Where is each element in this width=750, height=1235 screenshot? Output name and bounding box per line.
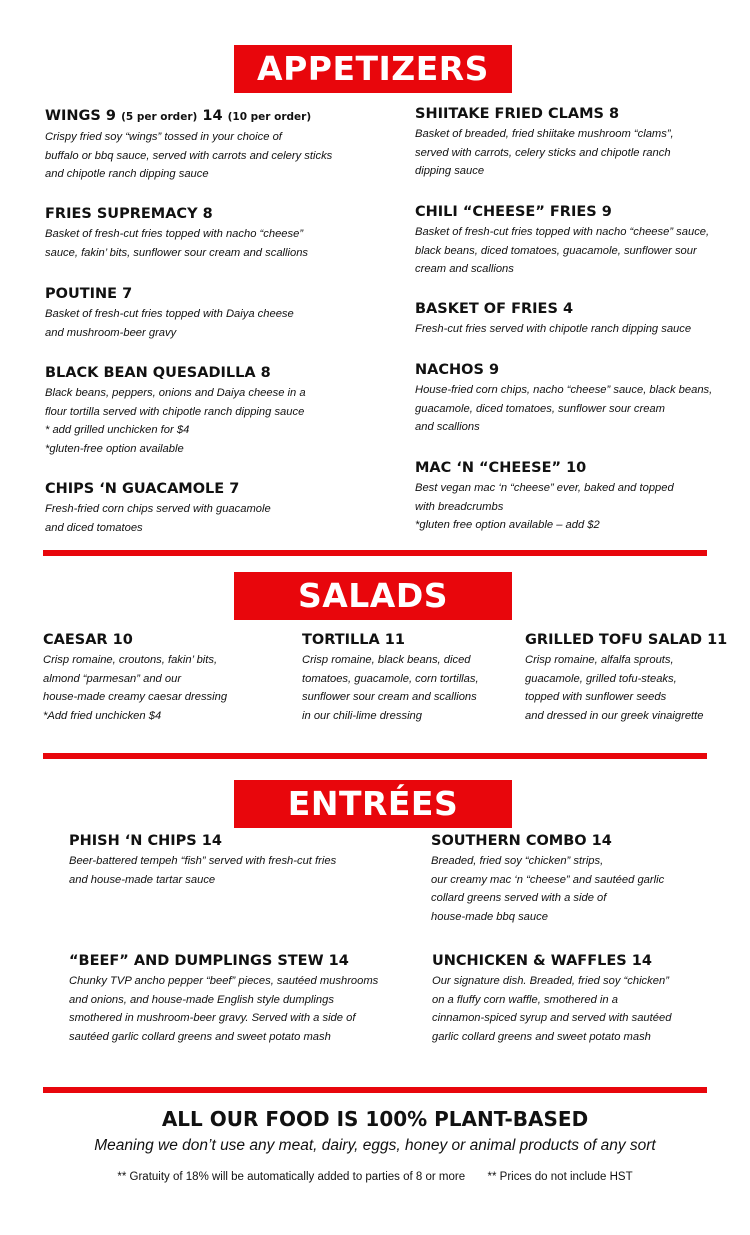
item-title: CHILI “CHEESE” FRIES 9 [415,204,612,220]
entrees-heading: ENTRÉES [234,780,512,828]
item-description: Basket of breaded, fried shiitake mushroom “clams”, served with carrots, celery sticks and chipotle ranch dipping sauce [415,128,674,177]
item-title: FRIES SUPREMACY 8 [45,206,213,222]
item-title: SHIITAKE FRIED CLAMS 8 [415,106,620,122]
item-description: Crisp romaine, alfalfa sprouts, guacamole, grilled tofu-steaks, topped with sunflower seeds and dressed in our greek vinaigrette [525,654,704,722]
menu-item-phish-n-chips [69,832,336,889]
menu-item-tortilla [302,631,479,725]
menu-item-nachos [415,361,712,437]
item-title: CHIPS ‘N GUACAMOLE 7 [45,481,240,497]
menu-item-basket-of-fries [415,300,691,339]
item-description: Our signature dish. Breaded, fried soy “chicken” on a fluffy corn waffle, smothered in a cinnamon-spiced syrup and served with sautéed garlic collard greens and sweet potato mash [432,975,672,1043]
item-description: Crisp romaine, croutons, fakin’ bits, almond “parmesan” and our house-made creamy caesar dressing *Add fried unchicken $4 [43,654,228,722]
item-title: SOUTHERN COMBO 14 [431,833,612,849]
item-description: Fresh-cut fries served with chipotle ranch dipping sauce [415,323,692,335]
item-title: CAESAR 10 [43,632,133,648]
item-description: Crisp romaine, black beans, diced tomatoes, guacamole, corn tortillas, sunflower sour cream and scallions in our chili-lime dressing [302,654,479,722]
item-description: Black beans, peppers, onions and Daiya cheese in a flour tortilla served with chipotle ranch dipping sauce * add grilled unchicken for $4 *gluten-free option available [45,387,306,455]
menu-item-unchicken-and-waffles [432,952,671,1046]
menu-item-beef-and-dumplings-stew [69,952,378,1046]
item-title: “BEEF” AND DUMPLINGS STEW 14 [69,953,349,969]
item-description: Chunky TVP ancho pepper “beef” pieces, sautéed mushrooms and onions, and house-made English style dumplings smothered in mushroom-beer gravy. Served with a side of sautéed garlic collard greens and sweet potato mash [69,975,379,1043]
menu-item-black-bean-quesadilla [45,364,306,458]
item-title: POUTINE 7 [45,286,133,302]
item-description: Basket of fresh-cut fries topped with nacho “cheese” sauce, fakin’ bits, sunflower sour cream and scallions [45,228,309,259]
menu-item-chips-n-guacamole [45,480,271,537]
item-description: Best vegan mac ‘n “cheese” ever, baked and topped with breadcrumbs *gluten free option available – add $2 [415,482,674,531]
section-divider [43,1087,707,1093]
item-description: Breaded, fried soy “chicken” strips, our creamy mac ‘n “cheese” and sautéed garlic collard greens served with a side of house-made bbq sauce [431,855,665,923]
item-title: PHISH ‘N CHIPS 14 [69,833,222,849]
tax-note: ** Prices do not include HST [487,1171,633,1183]
menu-item-fries-supremacy [45,205,308,262]
section-divider [43,550,707,556]
menu-item-shiitake-fried-clams [415,105,674,181]
item-description: Basket of fresh-cut fries topped with Daiya cheese and mushroom-beer gravy [45,308,294,339]
gratuity-note: ** Gratuity of 18% will be automatically added to parties of 8 or more [117,1171,466,1183]
menu-item-southern-combo [431,832,664,926]
menu-item-wings [45,107,332,184]
item-description: Fresh-fried corn chips served with guacamole and diced tomatoes [45,503,271,534]
menu-item-caesar [43,631,227,725]
salads-heading: SALADS [234,572,512,620]
menu-item-grilled-tofu-salad [525,631,727,725]
menu-item-mac-n-cheese [415,459,674,535]
item-description: House-fried corn chips, nacho “cheese” sauce, black beans, guacamole, diced tomatoes, sunflower sour cream and scallions [415,384,713,433]
item-title: GRILLED TOFU SALAD 11 [525,632,728,648]
item-title: MAC ‘N “CHEESE” 10 [415,460,587,476]
item-title: BASKET OF FRIES 4 [415,301,574,317]
footer-notes [0,1171,750,1183]
item-title: TORTILLA 11 [302,632,405,648]
item-title: WINGS 9 (5 per order) 14 (10 per order) [45,108,312,124]
item-title: BLACK BEAN QUESADILLA 8 [45,365,271,381]
item-description: Basket of fresh-cut fries topped with nacho “cheese” sauce, black beans, diced tomatoes, guacamole, sunflower sour cream and scallions [415,226,710,275]
item-title: UNCHICKEN & WAFFLES 14 [432,953,652,969]
item-title: NACHOS 9 [415,362,500,378]
section-divider [43,753,707,759]
item-description: Beer-battered tempeh “fish” served with fresh-cut fries and house-made tartar sauce [69,855,337,886]
menu-item-poutine [45,285,294,342]
item-description: Crispy fried soy “wings” tossed in your choice of buffalo or bbq sauce, served with carrots and celery sticks and chipotle ranch dipping sauce [45,131,333,180]
plant-based-subline: Meaning we don’t use any meat, dairy, eggs, honey or animal products of any sort [94,1137,656,1154]
appetizers-heading: APPETIZERS [234,45,512,93]
menu-item-chili-cheese-fries [415,203,709,279]
plant-based-headline: ALL OUR FOOD IS 100% PLANT-BASED [161,1107,589,1131]
